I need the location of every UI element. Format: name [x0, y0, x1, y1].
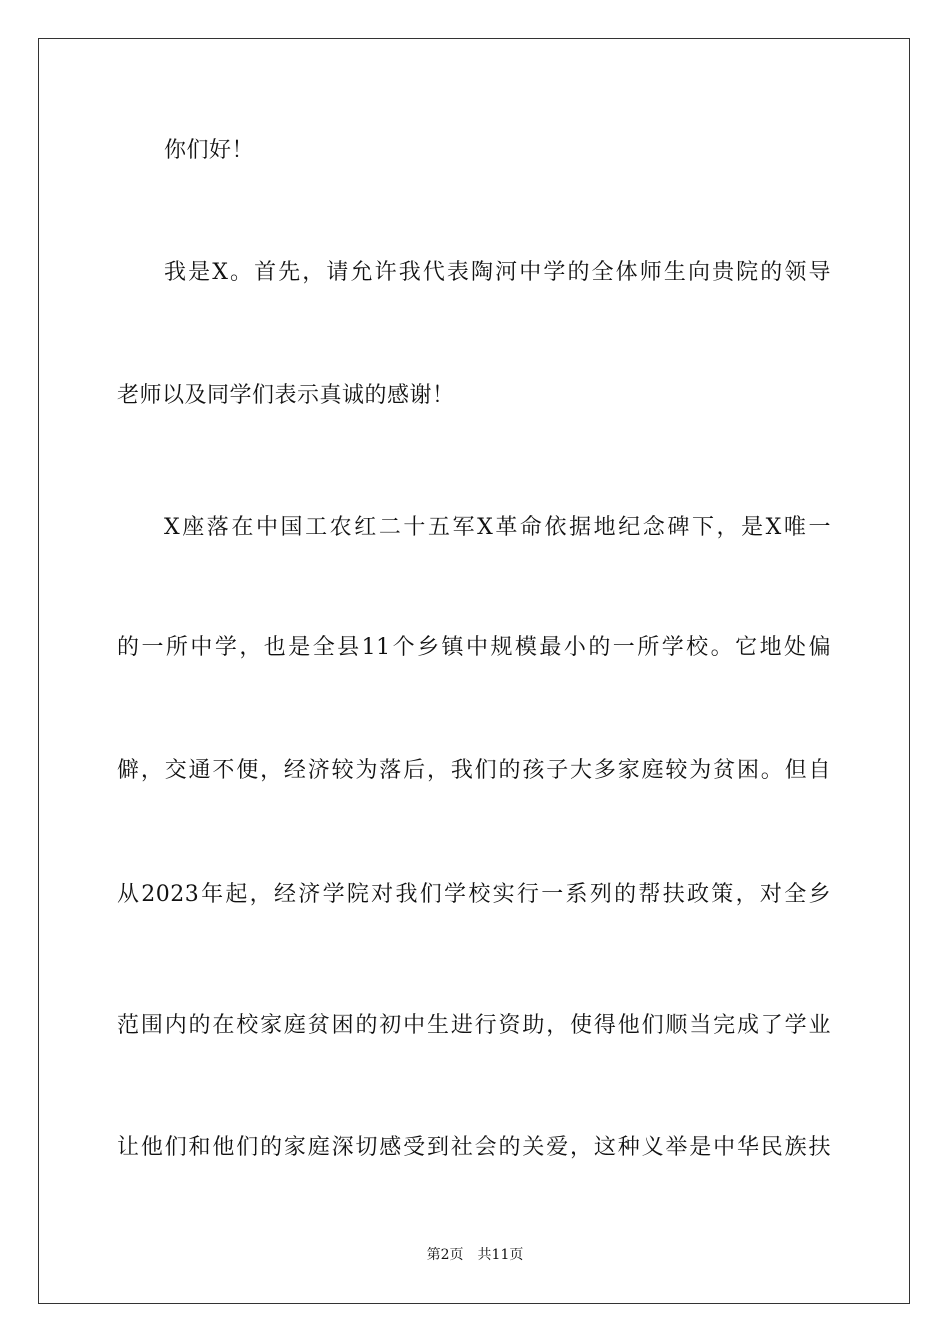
page-number: 第2页	[426, 1247, 464, 1263]
page-footer	[0, 1246, 950, 1264]
paragraph-2-line-2: 的一所中学，也是全县11个乡镇中规模最小的一所学校。它地处偏	[117, 635, 831, 660]
paragraph-1-line-1: 我是X。首先，请允许我代表陶河中学的全体师生向贵院的领导	[164, 260, 831, 285]
paragraph-2-line-5: 范围内的在校家庭贫困的初中生进行资助，使得他们顺当完成了学业	[117, 1013, 831, 1038]
greeting-line: 你们好！	[164, 138, 255, 163]
paragraph-2-line-4: 从2023年起，经济学院对我们学校实行一系列的帮扶政策，对全乡	[117, 882, 831, 907]
paragraph-2-line-6: 让他们和他们的家庭深切感受到社会的关爱，这种义举是中华民族扶	[117, 1135, 831, 1160]
page-total: 共11页	[477, 1247, 524, 1263]
paragraph-1-line-2: 老师以及同学们表示真诚的感谢！	[117, 383, 455, 408]
paragraph-2-line-3: 僻，交通不便，经济较为落后，我们的孩子大多家庭较为贫困。但自	[117, 758, 831, 783]
page-frame	[38, 38, 910, 1304]
paragraph-2-line-1: X座落在中国工农红二十五军X革命依据地纪念碑下，是X唯一	[164, 515, 831, 540]
